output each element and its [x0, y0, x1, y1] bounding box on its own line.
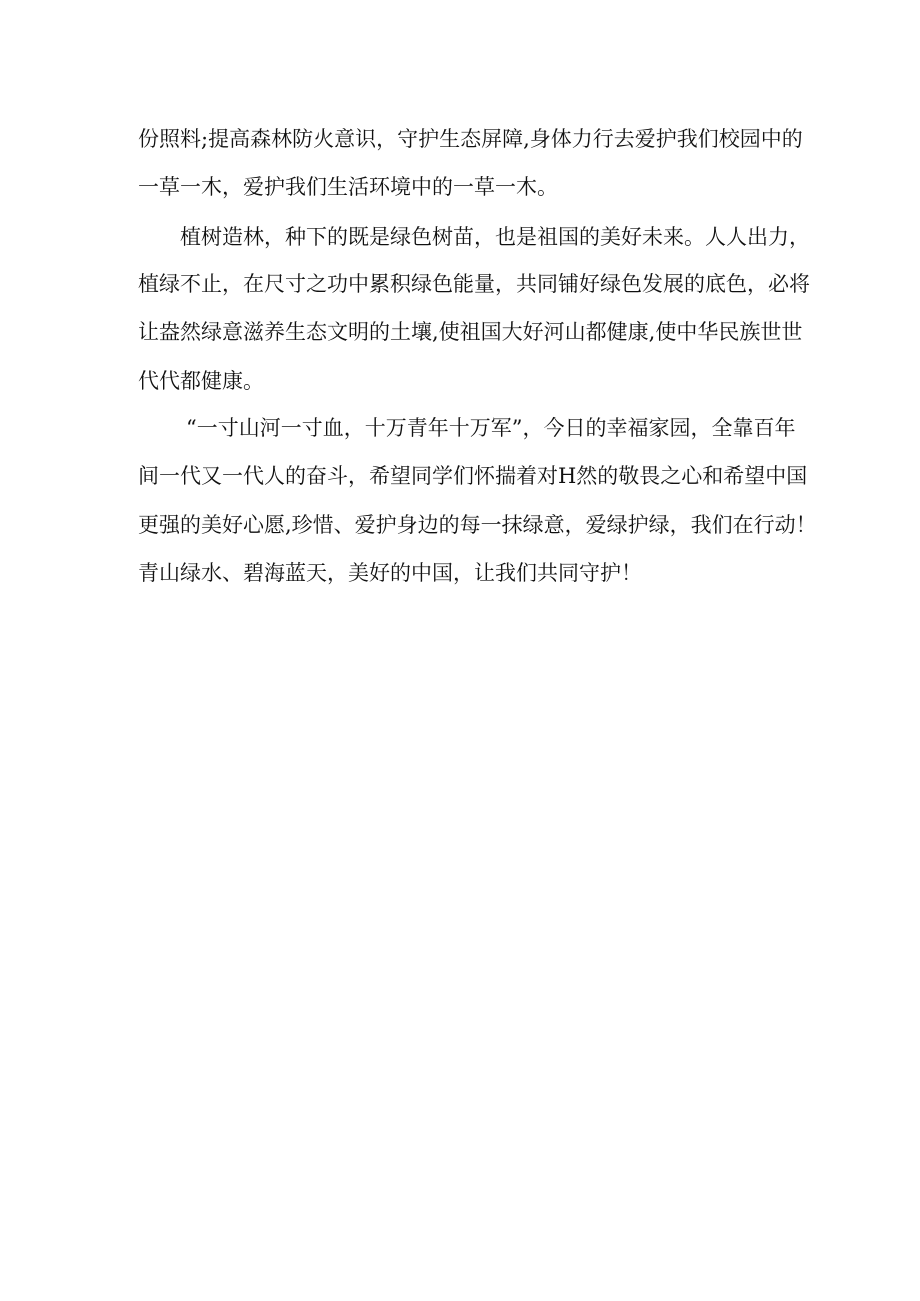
paragraph-2-line-2: 植绿不止，在尺寸之功中累积绿色能量，共同铺好绿色发展的底色，必将	[138, 272, 810, 296]
paragraph-2-line-1: 植树造林，种下的既是绿色树苗，也是祖国的美好未来。人人出力，	[180, 225, 810, 249]
paragraph-1-line-2: 一草一木，爱护我们生活环境中的一草一木。	[138, 175, 558, 199]
paragraph-3-line-2: 间一代又一代人的奋斗，希望同学们怀揣着对H然的敬畏之心和希望中国	[138, 464, 808, 488]
paragraph-3-line-4: 青山绿水、碧海蓝天，美好的中国，让我们共同守护！	[138, 561, 642, 585]
paragraph-1-line-1: 份照料;提高森林防火意识，守护生态屏障,身体力行去爱护我们校园中的	[138, 127, 803, 151]
paragraph-2-line-4: 代代都健康。	[138, 369, 264, 393]
paragraph-3-line-3: 更强的美好心愿,珍惜、爱护身边的每一抹绿意，爱绿护绿，我们在行动！	[138, 513, 817, 537]
paragraph-3-line-1: “一寸山河一寸血，十万青年十万军”，今日的幸福家园，全靠百年	[186, 416, 796, 440]
paragraph-2-line-3: 让盎然绿意滋养生态文明的土壤,使祖国大好河山都健康,使中华民族世世	[138, 320, 803, 344]
